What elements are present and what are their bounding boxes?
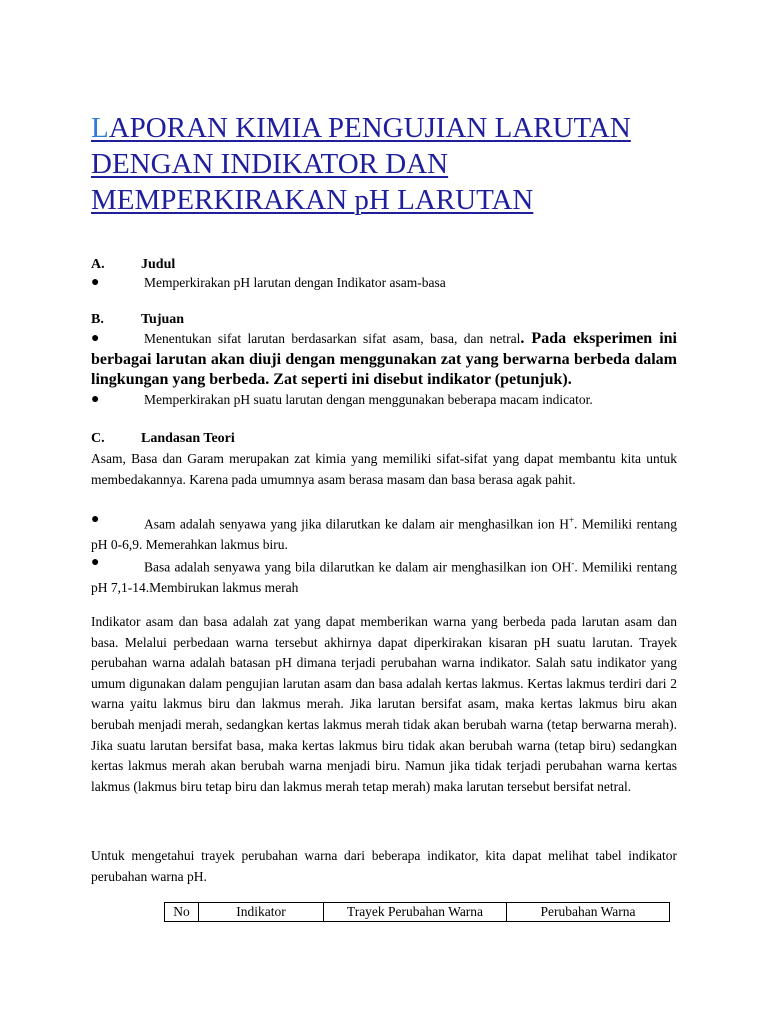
acid-bullet [91, 510, 677, 556]
header-no: No [165, 903, 199, 922]
base-text-a: Basa adalah senyawa yang bila dilarutkan ke dalam air menghasilkan ion OH [144, 559, 572, 575]
table-intro-paragraph: Untuk mengetahui trayek perubahan warna dari beberapa indikator, kita dapat melihat tabel indikator perubahan warna pH. [91, 848, 677, 884]
section-a-bullet [91, 273, 677, 294]
section-b-bullet-1 [91, 329, 677, 391]
bullet-text: Memperkirakan pH larutan dengan Indikator asam-basa [144, 275, 446, 290]
base-bullet [91, 553, 677, 599]
bullet-icon: ● [91, 331, 100, 346]
indicator-table [164, 902, 670, 922]
section-title: Judul [141, 257, 176, 272]
section-b-bullet-2 [91, 390, 677, 411]
base-text-b: . Memiliki rentang pH 7,1-14.Membirukan lakmus merah [91, 559, 677, 595]
document-title [91, 110, 711, 218]
bullet-text [91, 329, 677, 391]
acid-text-a: Asam adalah senyawa yang jika dilarutkan ke dalam air menghasilkan ion H [144, 516, 569, 532]
title-rest: APORAN KIMIA PENGUJIAN LARUTAN DENGAN INDIKATOR DAN MEMPERKIRAKAN pH LARUTAN [91, 112, 631, 216]
bullet-text-part-2: . Pada eksperimen ini berbagai larutan akan diuji dengan menggunakan zat yang berwarna berbeda dalam lingkungan yang berbeda. Zat seperti ini disebut indikator (petunjuk). [91, 330, 678, 388]
header-indikator: Indikator [199, 903, 324, 922]
title-first-letter: L [91, 112, 109, 144]
bullet-text [91, 553, 677, 599]
acid-text-b: . Memiliki rentang pH 0-6,9. Memerahkan lakmus biru. [91, 516, 677, 552]
bullet-text: Memperkirakan pH suatu larutan dengan menggunakan beberapa macam indicator. [144, 392, 593, 407]
bullet-icon: ● [91, 512, 100, 527]
section-a-heading [91, 256, 175, 274]
bullet-text-part-1: Menentukan sifat larutan berdasarkan sifat asam, basa, dan netral [144, 331, 521, 346]
section-letter: A. [91, 257, 105, 272]
bullet-icon: ● [91, 392, 100, 407]
bullet-icon: ● [91, 275, 100, 290]
section-title: Tujuan [141, 312, 185, 327]
base-superscript: - [571, 558, 575, 568]
bullet-text [91, 510, 677, 556]
section-letter: B. [91, 312, 104, 327]
bullet-icon: ● [91, 555, 100, 570]
section-title: Landasan Teori [141, 431, 235, 446]
acid-superscript: + [568, 515, 575, 525]
header-perubahan: Perubahan Warna [507, 903, 670, 922]
section-letter: C. [91, 431, 105, 446]
indicator-paragraph: Indikator asam dan basa adalah zat yang dapat memberikan warna yang berbeda pada larutan asam dan basa. Melalui perbedaan warna tersebut akhirnya dapat diperkirakan kisaran pH suatu larutan. Trayek perubahan warna adalah batasan pH dimana terjadi perubahan warna indikator. Salah satu indikator yang umum digunakan dalam pengujian larutan asam dan basa adalah kertas lakmus. Kertas lakmus terdiri dari 2 warna yaitu lakmus biru dan lakmus merah. Jika larutan bersifat asam, maka kertas lakmus biru akan berubah menjadi merah, sedangkan kertas lakmus merah tidak akan berubah warna (tetap berwarna merah). Jika suatu larutan bersifat basa, maka kertas lakmus biru tidak akan berubah warna (tetap biru) sedangkan kertas lakmus merah akan berubah warna menjadi biru. Namun jika tidak terjadi perubahan warna kertas lakmus (lakmus biru tetap biru dan lakmus merah tetap merah) maka larutan tersebut bersifat netral. [91, 614, 677, 794]
section-c-heading [91, 430, 235, 448]
intro-paragraph: Asam, Basa dan Garam merupakan zat kimia yang memiliki sifat-sifat yang dapat membantu kita untuk membedakannya. Karena pada umumnya asam berasa masam dan basa berasa agak pahit. [91, 451, 677, 487]
header-trayek: Trayek Perubahan Warna [324, 903, 507, 922]
section-b-heading [91, 311, 184, 329]
table-header-row [165, 903, 670, 922]
